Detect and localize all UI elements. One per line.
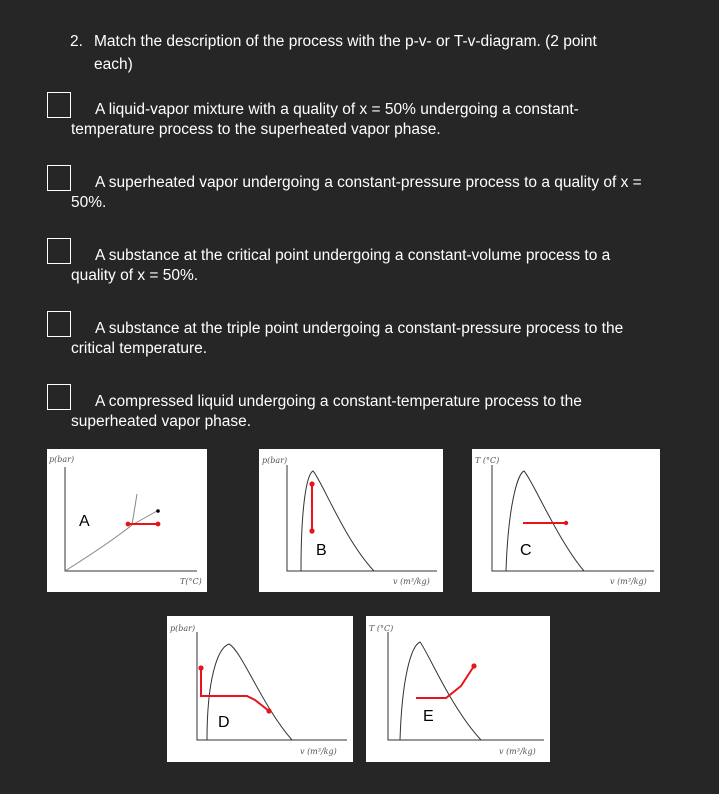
option-5-checkbox[interactable] xyxy=(47,384,71,410)
option-2-text: A superheated vapor undergoing a constant-pressure process to a quality of x = 50%. xyxy=(71,174,642,211)
diagram-a xyxy=(47,449,207,592)
diagram-a-fusion-curve xyxy=(132,494,137,525)
diagram-d-y-axis-label: p(bar) xyxy=(170,624,196,633)
diagram-a-vaporization-curve xyxy=(132,511,157,525)
diagram-c-label: C xyxy=(520,542,532,559)
diagram-a-label: A xyxy=(79,513,90,530)
diagram-a-y-axis-label: p(bar) xyxy=(49,455,75,464)
diagram-d-svg xyxy=(167,616,353,762)
diagram-a-x-axis-label: T(°C) xyxy=(180,577,202,586)
diagram-a-end-point xyxy=(156,522,161,527)
diagram-c-vapor-dome xyxy=(506,471,584,571)
diagram-b xyxy=(259,449,443,592)
diagram-d-label: D xyxy=(218,714,230,731)
diagram-c-x-axis-label: v (m³/kg) xyxy=(610,577,647,586)
diagram-a-critical-point xyxy=(156,509,160,513)
diagram-e-svg xyxy=(366,616,550,762)
diagram-d xyxy=(167,616,353,762)
diagram-c-svg xyxy=(472,449,660,592)
question-number: 2. xyxy=(70,33,83,50)
diagram-c-end-point xyxy=(564,521,568,525)
diagram-b-svg xyxy=(259,449,443,592)
diagram-e-y-axis-label: T (°C) xyxy=(369,624,394,633)
diagram-a-svg xyxy=(47,449,207,592)
option-4-text: A substance at the triple point undergoing a constant-pressure process to the critical temperature. xyxy=(71,320,624,357)
diagram-e-axes xyxy=(388,632,544,740)
diagram-e xyxy=(366,616,550,762)
question-text: Match the description of the process with the p-v- or T-v-diagram. (2 point each) xyxy=(94,33,597,73)
diagram-b-x-axis-label: v (m³/kg) xyxy=(393,577,430,586)
diagram-b-axes xyxy=(287,465,437,571)
option-5-text: A compressed liquid undergoing a constant-temperature process to the superheated vapor phase. xyxy=(71,393,582,430)
diagram-b-end-point xyxy=(309,528,314,533)
diagram-e-end-point xyxy=(471,663,476,668)
option-1-checkbox[interactable] xyxy=(47,92,71,118)
diagram-d-x-axis-label: v (m³/kg) xyxy=(300,747,337,756)
diagram-d-start-point xyxy=(198,665,203,670)
diagram-e-x-axis-label: v (m³/kg) xyxy=(499,747,536,756)
diagram-e-label: E xyxy=(423,708,434,725)
diagram-c-axes xyxy=(492,465,654,571)
diagram-b-start-point xyxy=(309,481,314,486)
diagram-c xyxy=(472,449,660,592)
diagram-b-label: B xyxy=(316,542,327,559)
option-3-text: A substance at the critical point undergoing a constant-volume process to a quality of x = 50%. xyxy=(71,247,611,284)
diagram-a-sublimation-curve xyxy=(65,525,132,571)
diagram-e-process-line xyxy=(416,666,474,698)
option-2-checkbox[interactable] xyxy=(47,165,71,191)
diagram-d-end-point xyxy=(266,708,271,713)
option-1-text: A liquid-vapor mixture with a quality of x = 50% undergoing a constant-temperature process to the superheated vapor phase. xyxy=(71,101,579,138)
diagram-a-start-point xyxy=(126,522,131,527)
diagram-c-y-axis-label: T (°C) xyxy=(475,456,500,465)
option-3-checkbox[interactable] xyxy=(47,238,71,264)
option-4-checkbox[interactable] xyxy=(47,311,71,337)
diagram-e-vapor-dome xyxy=(400,642,481,740)
diagram-b-y-axis-label: p(bar) xyxy=(262,456,288,465)
